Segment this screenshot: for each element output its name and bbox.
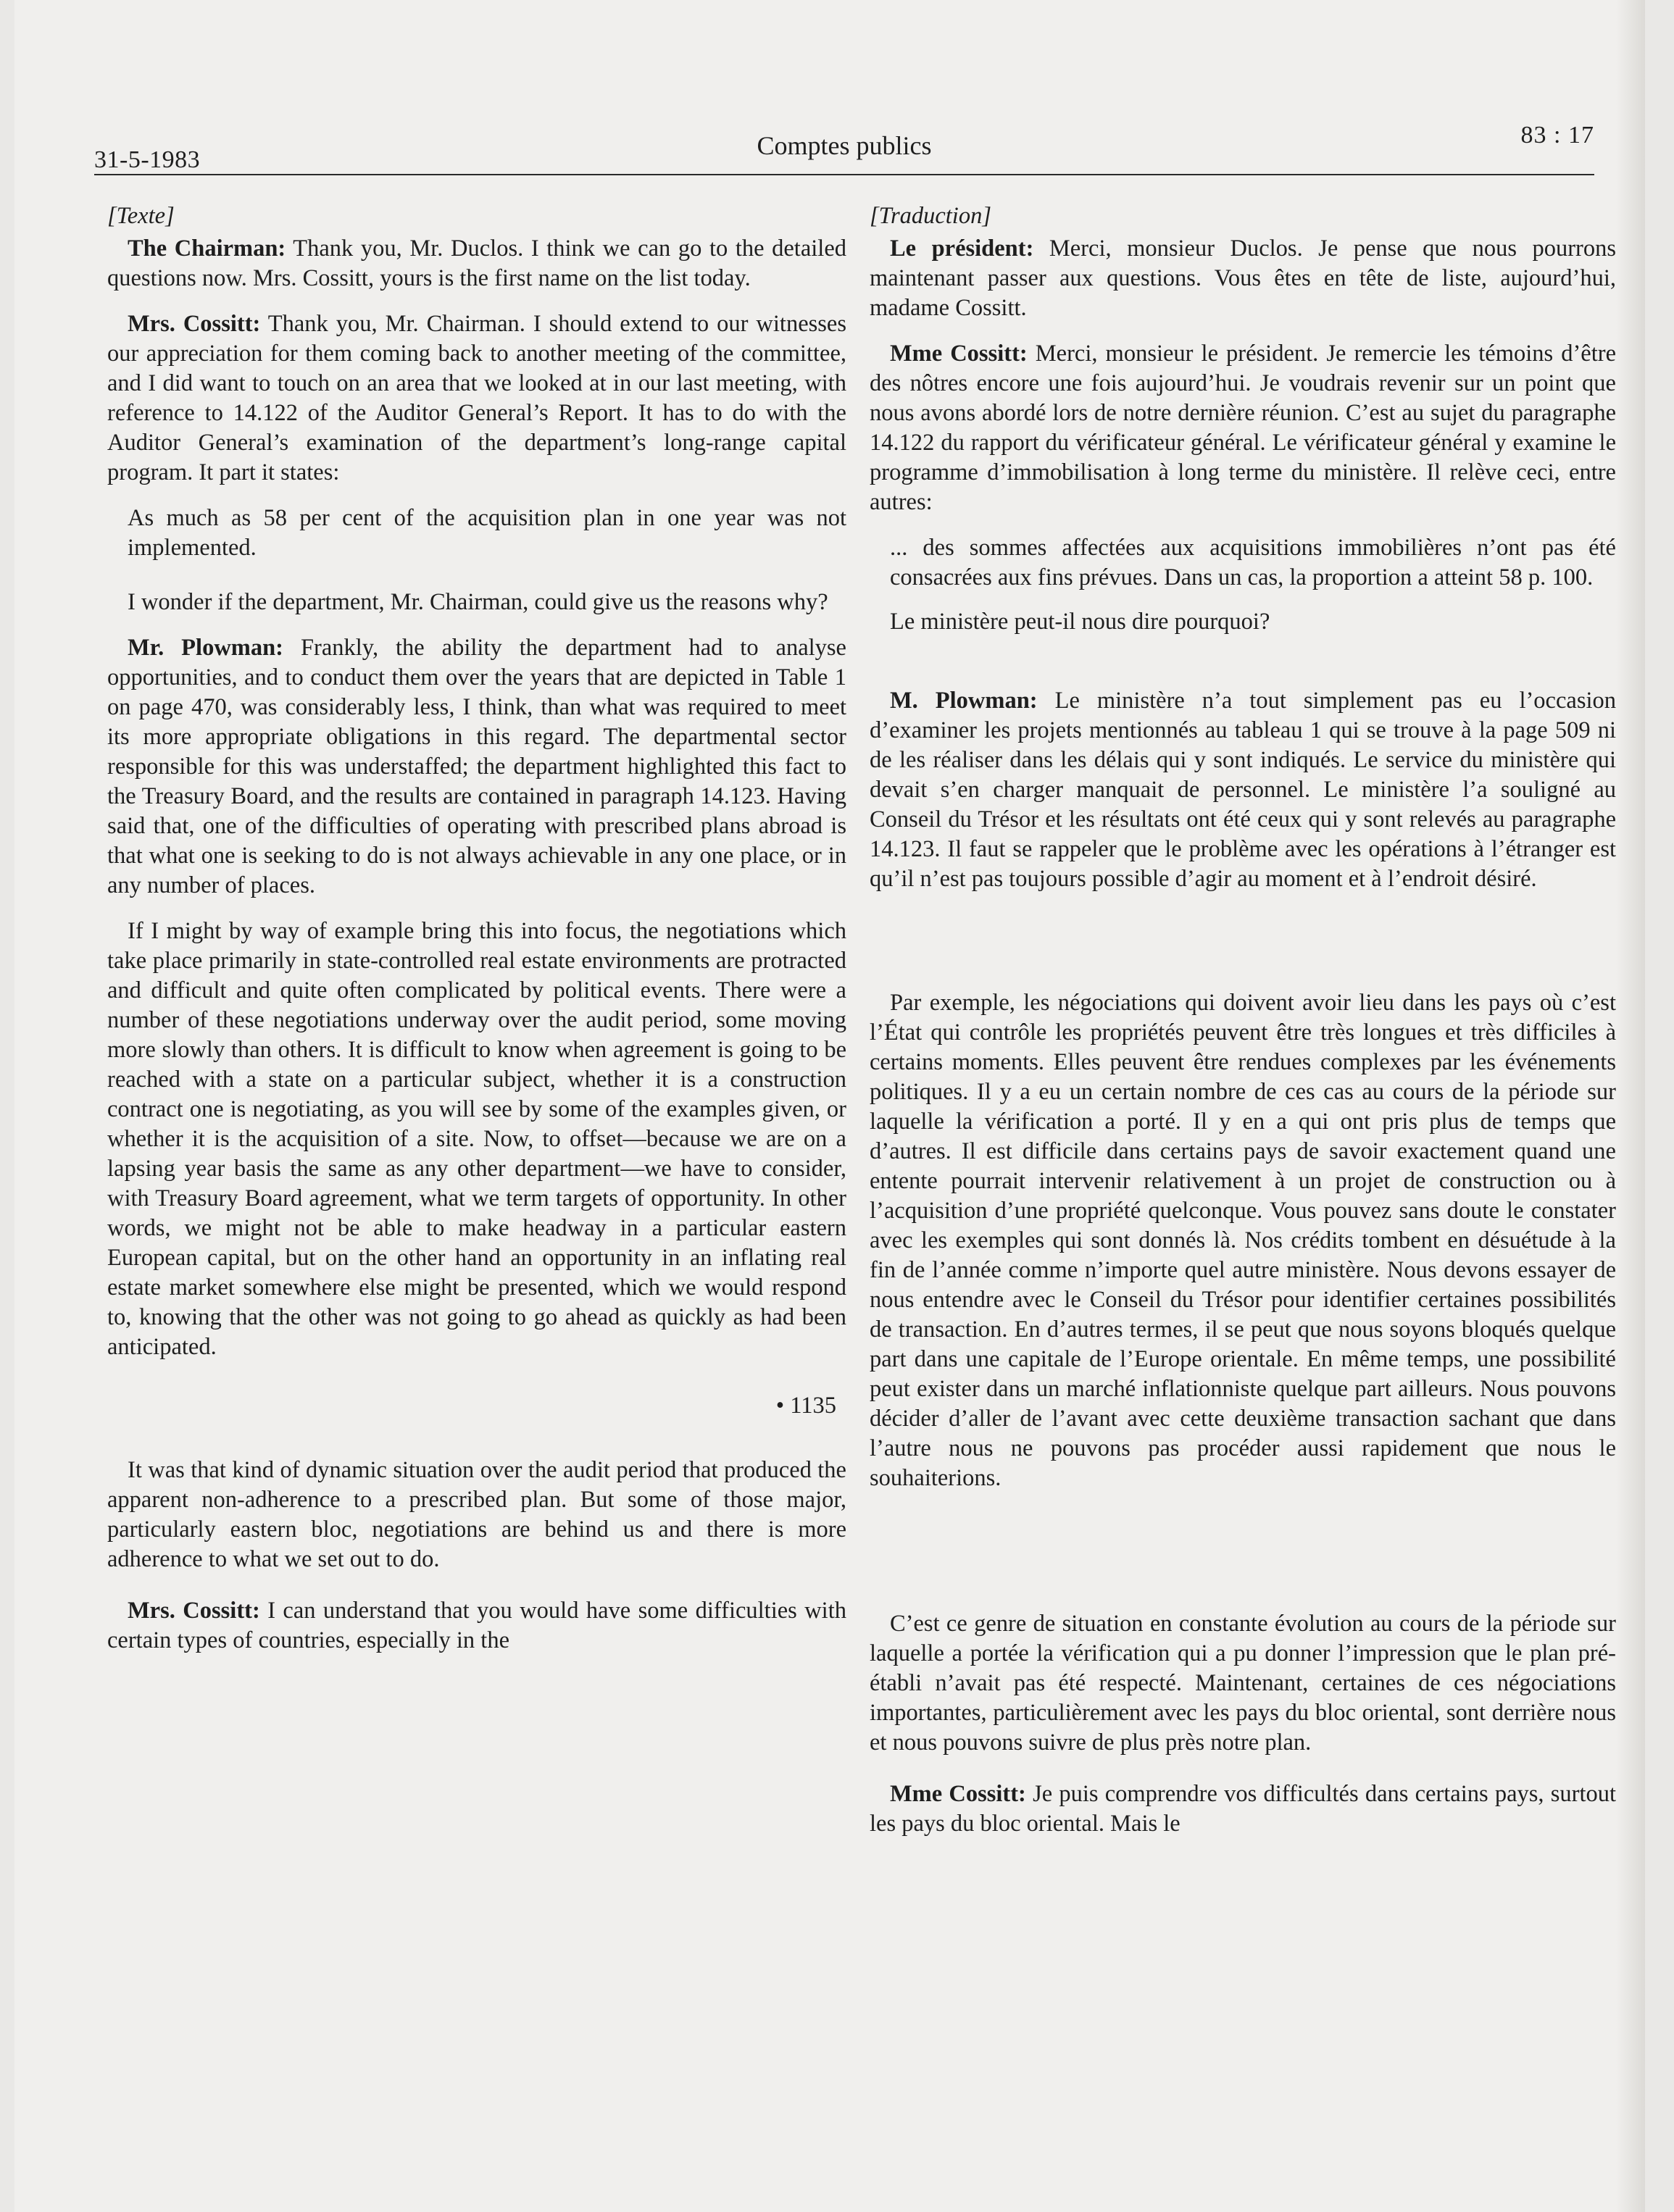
paragraph-text: Merci, monsieur Duclos. Je pense que nous pourrons maintenant passer aux questions. Vous êtes en tête de liste, aujourd’hui, madame Cossitt.	[870, 235, 1616, 321]
paragraph-text: Frankly, the ability the department had to analyse opportunities, and to conduct them over the years that are depicted in Table 1 on page 470, was considerably less, I think, than what was required to meet its more appropriate obligations in this regard. The departmental sector responsible for this was understaffed; the department highlighted this fact to the Treasury Board, and the results are contained in paragraph 14.123. Having said that, one of the difficulties of operating with prescribed plans abroad is that what one is seeking to do is not always achievable in any one place, or in any number of places.	[107, 635, 846, 898]
paragraph: It was that kind of dynamic situation over the audit period that produced the apparent non-adherence to a prescribed plan. But some of those major, particularly eastern bloc, negotiations are behind us and there is more adherence to what we set out to do.	[107, 1457, 846, 1572]
paragraph	[870, 234, 1616, 323]
paragraph-text: Je puis comprendre vos difficultés dans certains pays, surtout les pays du bloc oriental. Mais le	[870, 1781, 1616, 1837]
speaker-name: Mme Cossitt:	[890, 341, 1028, 367]
header-date: 31-5-1983	[94, 146, 201, 173]
paragraph	[107, 1596, 846, 1656]
english-column	[107, 201, 846, 1671]
paragraph	[107, 309, 846, 488]
paragraph: Le ministère peut-il nous dire pourquoi?	[890, 609, 1270, 635]
paragraph-text: I can understand that you would have some difficulties with certain types of countries, especially in the	[107, 1598, 846, 1653]
paragraph: Par exemple, les négociations qui doivent avoir lieu dans les pays où c’est l’État qui contrôle les propriétés peuvent être très longues et très difficiles à certains moments. Elles peuvent être rendues complexes par les événements politiques. Il y a eu un certain nombre de ces cas au cours de la période sur laquelle la vérification a porté. Il y en a qui ont pris plus de temps que d’autres. Il est difficile dans certains pays de savoir exactement quand une entente pourrait intervenir relativement à un projet de construction ou à l’acquisition d’une propriété quelconque. Vous pouvez sans doute le constater avec les exemples qui sont donnés là. Nos crédits tombent en désuétude à la fin de l’année comme n’importe quel autre ministère. Nous devons essayer de nous entendre avec le Conseil du Trésor pour identifier certaines possibilités de transaction. En d’autres termes, il se peut que nous soyons bloqués quelque part dans une capitale de l’Europe orientale. En même temps, une possibilité peut exister dans un marché inflationniste quelque part ailleurs. Nous pouvons décider d’aller de l’avant avec cette deuxième transaction sachant que dans l’autre nous ne pouvons pas procéder aussi rapidement que nous le souhaiterions.	[870, 990, 1616, 1491]
paragraph	[870, 686, 1616, 894]
paragraph: If I might by way of example bring this into focus, the negotiations which take place primarily in state-controlled real estate environments are protracted and difficult and quite often complicated by political events. There were a number of these negotiations underway over the audit period, some moving more slowly than others. It is difficult to know when agreement is going to be reached with a state on a particular subject, whether it is a construction contract one is negotiating, as you will see by some of the examples given, or whether it is the acquisition of a site. Now, to offset—because we are on a lapsing year basis the same as any other department—we have to consider, with Treasury Board agreement, what we term targets of opportunity. In other words, we might not be able to make headway in a particular eastern European capital, but on the other hand an opportunity in an inflating real estate market somewhere else might be presented, which we would respond to, knowing that the other was not going to go ahead as quickly as had been anticipated.	[107, 918, 846, 1360]
header-title: Comptes publics	[757, 131, 932, 160]
paragraph-text: Le ministère n’a tout simplement pas eu l’occasion d’examiner les projets mentionnés au tableau 1 qui se trouve à la page 509 ni de les réaliser dans les délais qui y sont indiqués. Le service du ministère qui devait s’en charger manquait de personnel. Le ministère l’a souligné au Conseil du Trésor et les résultats ont été ceux qui y sont relevés au paragraphe 14.123. Il faut se rappeler que le problème avec les opérations à l’étranger est qu’il n’est pas toujours possible d’agir au moment et à l’endroit désiré.	[870, 688, 1616, 892]
page-edge	[1616, 0, 1645, 2212]
speaker-name: Le président:	[890, 235, 1034, 262]
header-page-number: 83 : 17	[1520, 122, 1594, 149]
french-column	[870, 201, 1616, 1855]
paragraph	[107, 633, 846, 901]
language-label: [Texte]	[107, 203, 175, 229]
speaker-name: Mme Cossitt:	[890, 1781, 1026, 1807]
page-header	[94, 109, 1594, 178]
document-page	[14, 0, 1645, 2212]
speaker-name: M. Plowman:	[890, 688, 1038, 714]
paragraph	[870, 1779, 1616, 1839]
speaker-name: Mrs. Cossitt:	[128, 311, 261, 337]
paragraph	[107, 234, 846, 293]
time-marker: • 1135	[775, 1393, 836, 1419]
speaker-name: The Chairman:	[128, 235, 286, 262]
speaker-name: Mr. Plowman:	[128, 635, 284, 661]
block-quote: As much as 58 per cent of the acquisition plan in one year was not implemented.	[128, 505, 846, 561]
paragraph-text: Thank you, Mr. Chairman. I should extend to our witnesses our appreciation for them coming back to another meeting of the committee, and I did want to touch on an area that we looked at in our last meeting, with reference to 14.122 of the Auditor General’s Report. It has to do with the Auditor General’s examination of the department’s long-range capital program. It part it states:	[107, 311, 846, 485]
block-quote: ... des sommes affectées aux acquisitions immobilières n’ont pas été consacrées aux fins prévues. Dans un cas, la proportion a atteint 58 p. 100.	[890, 535, 1616, 590]
paragraph: C’est ce genre de situation en constante évolution au cours de la période sur laquelle a portée la vérification qui a pu donner l’impression que le plan pré-établi n’avait pas été respecté. Maintenant, certaines de ces négociations importantes, particulièrement avec les pays du bloc oriental, sont derrière nous et nous pouvons suivre de plus près notre plan.	[870, 1611, 1616, 1756]
header-rule	[94, 174, 1594, 175]
label-text: Traduction	[878, 203, 983, 229]
speaker-name: Mrs. Cossitt:	[128, 1598, 260, 1624]
paragraph-text: Merci, monsieur le président. Je remercie les témoins d’être des nôtres encore une fois aujourd’hui. Je voudrais revenir sur un point que nous avons abordé lors de notre dernière réunion. C’est au sujet du paragraphe 14.122 du rapport du vérificateur général. Le vérificateur général y examine le programme d’immobilisation à long terme du ministère. Il relève ceci, entre autres:	[870, 341, 1617, 515]
paragraph-text: Thank you, Mr. Duclos. I think we can go to the detailed questions now. Mrs. Cossitt, yours is the first name on the list today.	[107, 235, 846, 291]
paragraph	[870, 339, 1616, 517]
language-label: [Traduction]	[870, 203, 991, 229]
paragraph: I wonder if the department, Mr. Chairman, could give us the reasons why?	[128, 589, 828, 615]
label-text: Texte	[116, 203, 166, 229]
